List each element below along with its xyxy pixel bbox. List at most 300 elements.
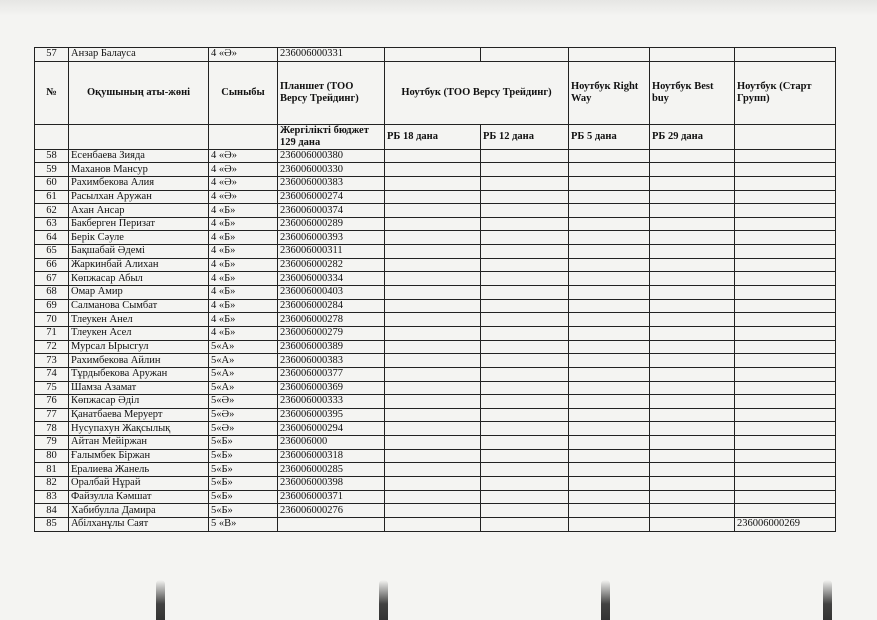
notebook-bestbuy-cell xyxy=(650,286,735,300)
tablet-serial: 236006000393 xyxy=(278,231,385,245)
table-row xyxy=(35,313,836,327)
notebook-rightway-cell xyxy=(569,354,650,368)
tablet-serial xyxy=(278,517,385,531)
notebook-rightway-cell xyxy=(569,504,650,518)
tablet-serial: 236006000380 xyxy=(278,149,385,163)
student-name: Тлеукен Анел xyxy=(69,313,209,327)
notebook-bestbuy-cell xyxy=(650,204,735,218)
table-row xyxy=(35,463,836,477)
student-name: Файзулла Кәмшат xyxy=(69,490,209,504)
notebook-bestbuy-cell xyxy=(650,422,735,436)
notebook-versu-cell xyxy=(385,354,481,368)
notebook-bestbuy-cell xyxy=(650,354,735,368)
notebook-col6-cell xyxy=(481,272,569,286)
student-name: Ахан Ансар xyxy=(69,204,209,218)
notebook-versu-cell xyxy=(385,367,481,381)
table-row xyxy=(35,436,836,450)
notebook-start-serial xyxy=(735,286,836,300)
notebook-col6-cell xyxy=(481,190,569,204)
scan-streak xyxy=(156,580,165,620)
notebook-versu-cell xyxy=(385,477,481,491)
row-num: 85 xyxy=(35,517,69,531)
notebook-bestbuy-cell xyxy=(650,272,735,286)
subheader-notebook-bestbuy: РБ 29 дана xyxy=(650,124,735,149)
tablet-serial: 236006000278 xyxy=(278,313,385,327)
header-class: Сыныбы xyxy=(209,61,278,124)
notebook-rightway-cell xyxy=(569,517,650,531)
row-num: 81 xyxy=(35,463,69,477)
notebook-rightway-cell xyxy=(569,422,650,436)
table-subheader-row xyxy=(35,124,836,149)
notebook-start-serial xyxy=(735,258,836,272)
header-tablet: Планшет (ТОО Версу Трейдинг) xyxy=(278,61,385,124)
row-num: 73 xyxy=(35,354,69,368)
tablet-serial: 236006000284 xyxy=(278,299,385,313)
header-notebook-bestbuy: Ноутбук Best buy xyxy=(650,61,735,124)
notebook-versu-cell xyxy=(385,436,481,450)
student-name: Омар Амир xyxy=(69,286,209,300)
table-row xyxy=(35,48,836,62)
notebook-versu-cell xyxy=(385,190,481,204)
table-row xyxy=(35,176,836,190)
row-num: 68 xyxy=(35,286,69,300)
notebook-start-serial xyxy=(735,245,836,259)
notebook-start-serial xyxy=(735,504,836,518)
notebook-versu-cell xyxy=(385,408,481,422)
notebook-versu-cell xyxy=(385,176,481,190)
tablet-serial: 236006000330 xyxy=(278,163,385,177)
subheader-col6: РБ 12 дана xyxy=(481,124,569,149)
student-class: 4 «Ә» xyxy=(209,149,278,163)
table-row xyxy=(35,231,836,245)
table-row xyxy=(35,299,836,313)
student-class: 5«Ә» xyxy=(209,408,278,422)
student-name: Ералиева Жанель xyxy=(69,463,209,477)
student-class: 4 «Б» xyxy=(209,231,278,245)
notebook-col6-cell xyxy=(481,299,569,313)
notebook-bestbuy-cell xyxy=(650,436,735,450)
tablet-serial: 236006000395 xyxy=(278,408,385,422)
tablet-serial: 236006000 xyxy=(278,436,385,450)
notebook-versu-cell xyxy=(385,258,481,272)
subheader-notebook-versu: РБ 18 дана xyxy=(385,124,481,149)
tablet-serial: 236006000369 xyxy=(278,381,385,395)
row-num: 62 xyxy=(35,204,69,218)
notebook-col6-cell xyxy=(481,149,569,163)
notebook-bestbuy-cell xyxy=(650,477,735,491)
student-name: Салманова Сымбат xyxy=(69,299,209,313)
notebook-col6-cell xyxy=(481,340,569,354)
notebook-start-serial xyxy=(735,422,836,436)
row-num: 72 xyxy=(35,340,69,354)
tablet-serial: 236006000383 xyxy=(278,354,385,368)
notebook-rightway-cell xyxy=(569,149,650,163)
notebook-col6-cell xyxy=(481,381,569,395)
notebook-rightway-cell xyxy=(569,326,650,340)
table-row xyxy=(35,517,836,531)
header-name: Оқушының аты-жөні xyxy=(69,61,209,124)
student-name: Қанатбаева Меруерт xyxy=(69,408,209,422)
notebook-versu-cell xyxy=(385,449,481,463)
notebook-versu-cell xyxy=(385,299,481,313)
row-num: 80 xyxy=(35,449,69,463)
row-num: 57 xyxy=(35,48,69,62)
row-num: 61 xyxy=(35,190,69,204)
notebook-versu-cell xyxy=(385,272,481,286)
student-class: 5«Б» xyxy=(209,490,278,504)
tablet-serial: 236006000276 xyxy=(278,504,385,518)
notebook-rightway-cell xyxy=(569,436,650,450)
notebook-rightway-cell xyxy=(569,477,650,491)
notebook-bestbuy-cell xyxy=(650,490,735,504)
table-row xyxy=(35,422,836,436)
notebook-rightway-cell xyxy=(569,463,650,477)
header-notebook-versu: Ноутбук (ТОО Версу Трейдинг) xyxy=(385,61,569,124)
row-num: 63 xyxy=(35,217,69,231)
notebook-col6-cell xyxy=(481,504,569,518)
notebook-rightway-cell xyxy=(569,408,650,422)
table-row xyxy=(35,367,836,381)
student-class: 4 «Б» xyxy=(209,217,278,231)
student-class: 4 «Б» xyxy=(209,272,278,286)
notebook-col6-cell xyxy=(481,176,569,190)
notebook-rightway-cell xyxy=(569,313,650,327)
notebook-start-serial xyxy=(735,490,836,504)
notebook-rightway-cell xyxy=(569,381,650,395)
student-class: 5«Ә» xyxy=(209,422,278,436)
notebook-col6-cell xyxy=(481,436,569,450)
notebook-bestbuy-cell xyxy=(650,504,735,518)
notebook-start-serial xyxy=(735,313,836,327)
tablet-serial: 236006000403 xyxy=(278,286,385,300)
tablet-serial: 236006000383 xyxy=(278,176,385,190)
table-row xyxy=(35,326,836,340)
row-num: 69 xyxy=(35,299,69,313)
notebook-rightway-cell xyxy=(569,163,650,177)
notebook-bestbuy-cell xyxy=(650,313,735,327)
notebook-col6-cell xyxy=(481,477,569,491)
notebook-col6-cell xyxy=(481,258,569,272)
notebook-col6-cell xyxy=(481,231,569,245)
notebook-start-serial xyxy=(735,463,836,477)
student-name: Расылхан Аружан xyxy=(69,190,209,204)
scan-shadow xyxy=(0,0,877,16)
notebook-rightway-cell xyxy=(569,340,650,354)
notebook-versu-cell xyxy=(385,245,481,259)
row-num: 65 xyxy=(35,245,69,259)
student-name: Мурсал Ырысгул xyxy=(69,340,209,354)
notebook-rightway-cell xyxy=(569,449,650,463)
notebook-col6-cell xyxy=(481,204,569,218)
notebook-versu-cell xyxy=(385,149,481,163)
tablet-serial: 236006000311 xyxy=(278,245,385,259)
row-num: 84 xyxy=(35,504,69,518)
notebook-col6-cell xyxy=(481,217,569,231)
notebook-rightway-cell xyxy=(569,190,650,204)
notebook-versu-cell xyxy=(385,313,481,327)
tablet-serial: 236006000377 xyxy=(278,367,385,381)
student-class: 4 «Б» xyxy=(209,204,278,218)
tablet-serial: 236006000331 xyxy=(278,48,385,62)
tablet-serial: 236006000279 xyxy=(278,326,385,340)
device-distribution-table xyxy=(34,47,836,532)
student-name: Тұрдыбекова Аружан xyxy=(69,367,209,381)
student-name: Шамза Азамат xyxy=(69,381,209,395)
notebook-start-serial xyxy=(735,190,836,204)
student-name: Есенбаева Зияда xyxy=(69,149,209,163)
notebook-versu-cell xyxy=(385,517,481,531)
header-num: № xyxy=(35,61,69,124)
table-row xyxy=(35,245,836,259)
student-class: 4 «Ә» xyxy=(209,48,278,62)
student-name: Абілханұлы Саят xyxy=(69,517,209,531)
tablet-serial: 236006000374 xyxy=(278,204,385,218)
table-row xyxy=(35,408,836,422)
notebook-bestbuy-cell xyxy=(650,408,735,422)
student-class: 4 «Ә» xyxy=(209,176,278,190)
notebook-versu-cell xyxy=(385,463,481,477)
student-class: 4 «Б» xyxy=(209,313,278,327)
student-name: Бакберген Перизат xyxy=(69,217,209,231)
notebook-start-serial xyxy=(735,436,836,450)
student-class: 4 «Б» xyxy=(209,258,278,272)
student-name: Тлеукен Асел xyxy=(69,326,209,340)
row-num: 79 xyxy=(35,436,69,450)
notebook-versu-cell xyxy=(385,326,481,340)
notebook-col6-cell xyxy=(481,395,569,409)
notebook-bestbuy-cell xyxy=(650,245,735,259)
notebook-rightway-cell xyxy=(569,258,650,272)
tablet-serial: 236006000282 xyxy=(278,258,385,272)
row-num: 58 xyxy=(35,149,69,163)
notebook-bestbuy-cell xyxy=(650,367,735,381)
notebook-start-serial xyxy=(735,381,836,395)
notebook-versu-cell xyxy=(385,504,481,518)
notebook-bestbuy-cell xyxy=(650,163,735,177)
table-row xyxy=(35,354,836,368)
student-class: 4 «Б» xyxy=(209,245,278,259)
notebook-versu-cell xyxy=(385,422,481,436)
tablet-serial: 236006000371 xyxy=(278,490,385,504)
notebook-bestbuy-cell xyxy=(650,395,735,409)
notebook-start-serial xyxy=(735,408,836,422)
notebook-col6-cell xyxy=(481,408,569,422)
notebook-rightway-cell xyxy=(569,245,650,259)
student-class: 5«Ә» xyxy=(209,395,278,409)
notebook-versu-cell xyxy=(385,340,481,354)
tablet-serial: 236006000389 xyxy=(278,340,385,354)
notebook-col6-cell xyxy=(481,367,569,381)
table-header-row xyxy=(35,61,836,124)
table-row xyxy=(35,149,836,163)
row-num: 76 xyxy=(35,395,69,409)
row-num: 67 xyxy=(35,272,69,286)
notebook-rightway-cell xyxy=(569,231,650,245)
table-row xyxy=(35,490,836,504)
row-num: 78 xyxy=(35,422,69,436)
student-class: 5«А» xyxy=(209,381,278,395)
tablet-serial: 236006000285 xyxy=(278,463,385,477)
notebook-rightway-cell xyxy=(569,204,650,218)
student-class: 4 «Б» xyxy=(209,286,278,300)
notebook-rightway-cell xyxy=(569,272,650,286)
student-name: Маханов Мансур xyxy=(69,163,209,177)
notebook-rightway-cell xyxy=(569,286,650,300)
notebook-bestbuy-cell xyxy=(650,258,735,272)
notebook-bestbuy-cell xyxy=(650,217,735,231)
student-name: Көпжасар Абыл xyxy=(69,272,209,286)
notebook-bestbuy-cell xyxy=(650,340,735,354)
row-num: 60 xyxy=(35,176,69,190)
row-num: 66 xyxy=(35,258,69,272)
scan-streak xyxy=(823,580,832,620)
notebook-start-serial xyxy=(735,340,836,354)
student-class: 5«Б» xyxy=(209,436,278,450)
notebook-start-serial xyxy=(735,367,836,381)
scan-streak xyxy=(601,580,610,620)
notebook-col6-cell xyxy=(481,326,569,340)
notebook-rightway-cell xyxy=(569,176,650,190)
student-name: Айтан Мейіржан xyxy=(69,436,209,450)
notebook-bestbuy-cell xyxy=(650,517,735,531)
table-row xyxy=(35,395,836,409)
student-class: 4 «Ә» xyxy=(209,190,278,204)
row-num: 77 xyxy=(35,408,69,422)
notebook-start-serial xyxy=(735,272,836,286)
table-row xyxy=(35,190,836,204)
tablet-serial: 236006000333 xyxy=(278,395,385,409)
notebook-start-serial xyxy=(735,149,836,163)
notebook-rightway-cell xyxy=(569,367,650,381)
notebook-versu-cell xyxy=(385,163,481,177)
notebook-rightway-cell xyxy=(569,490,650,504)
student-name: Анзар Балауса xyxy=(69,48,209,62)
row-num: 74 xyxy=(35,367,69,381)
student-class: 5 «В» xyxy=(209,517,278,531)
subheader-tablet-budget: Жергілікті бюджет 129 дана xyxy=(278,124,385,149)
scan-streak xyxy=(379,580,388,620)
notebook-bestbuy-cell xyxy=(650,176,735,190)
notebook-start-serial: 236006000269 xyxy=(735,517,836,531)
notebook-versu-cell xyxy=(385,490,481,504)
notebook-bestbuy-cell xyxy=(650,299,735,313)
notebook-start-serial xyxy=(735,163,836,177)
student-name: Жаркинбай Алихан xyxy=(69,258,209,272)
notebook-bestbuy-cell xyxy=(650,190,735,204)
row-num: 83 xyxy=(35,490,69,504)
student-name: Берік Сәуле xyxy=(69,231,209,245)
notebook-rightway-cell xyxy=(569,395,650,409)
tablet-serial: 236006000318 xyxy=(278,449,385,463)
row-num: 71 xyxy=(35,326,69,340)
notebook-rightway-cell xyxy=(569,217,650,231)
table-row xyxy=(35,204,836,218)
notebook-start-serial xyxy=(735,231,836,245)
notebook-bestbuy-cell xyxy=(650,326,735,340)
notebook-bestbuy-cell xyxy=(650,231,735,245)
student-class: 4 «Ә» xyxy=(209,163,278,177)
table-row xyxy=(35,449,836,463)
notebook-col6-cell xyxy=(481,354,569,368)
student-class: 5«Б» xyxy=(209,463,278,477)
subheader-notebook-rightway: РБ 5 дана xyxy=(569,124,650,149)
notebook-col6-cell xyxy=(481,449,569,463)
student-name: Рахимбекова Айлин xyxy=(69,354,209,368)
student-name: Бақшабай Әдемі xyxy=(69,245,209,259)
student-class: 5«Б» xyxy=(209,449,278,463)
notebook-start-serial xyxy=(735,326,836,340)
notebook-start-serial xyxy=(735,176,836,190)
notebook-bestbuy-cell xyxy=(650,149,735,163)
student-name: Нусупахун Жақсылық xyxy=(69,422,209,436)
tablet-serial: 236006000294 xyxy=(278,422,385,436)
notebook-versu-cell xyxy=(385,286,481,300)
row-num: 70 xyxy=(35,313,69,327)
notebook-bestbuy-cell xyxy=(650,381,735,395)
notebook-bestbuy-cell xyxy=(650,463,735,477)
notebook-versu-cell xyxy=(385,231,481,245)
notebook-start-serial xyxy=(735,449,836,463)
notebook-versu-cell xyxy=(385,395,481,409)
table-row xyxy=(35,163,836,177)
tablet-serial: 236006000334 xyxy=(278,272,385,286)
student-name: Ғалымбек Біржан xyxy=(69,449,209,463)
notebook-versu-cell xyxy=(385,204,481,218)
student-name: Көпжасар Әділ xyxy=(69,395,209,409)
notebook-bestbuy-cell xyxy=(650,449,735,463)
notebook-col6-cell xyxy=(481,463,569,477)
notebook-start-serial xyxy=(735,395,836,409)
header-notebook-rightway: Ноутбук Right Way xyxy=(569,61,650,124)
table-row xyxy=(35,258,836,272)
tablet-serial: 236006000289 xyxy=(278,217,385,231)
notebook-col6-cell xyxy=(481,422,569,436)
table-row xyxy=(35,272,836,286)
tablet-serial: 236006000398 xyxy=(278,477,385,491)
notebook-start-serial xyxy=(735,354,836,368)
notebook-col6-cell xyxy=(481,313,569,327)
notebook-col6-cell xyxy=(481,163,569,177)
notebook-col6-cell xyxy=(481,517,569,531)
table-row xyxy=(35,217,836,231)
notebook-rightway-cell xyxy=(569,299,650,313)
student-name: Рахимбекова Алия xyxy=(69,176,209,190)
notebook-start-serial xyxy=(735,477,836,491)
notebook-start-serial xyxy=(735,204,836,218)
student-class: 4 «Б» xyxy=(209,299,278,313)
student-class: 5«Б» xyxy=(209,477,278,491)
header-notebook-start: Ноутбук (Старт Групп) xyxy=(735,61,836,124)
table-row xyxy=(35,477,836,491)
notebook-start-serial xyxy=(735,217,836,231)
table-row xyxy=(35,340,836,354)
table-row xyxy=(35,381,836,395)
row-num: 59 xyxy=(35,163,69,177)
student-class: 5«А» xyxy=(209,354,278,368)
student-class: 4 «Б» xyxy=(209,326,278,340)
table-row xyxy=(35,504,836,518)
row-num: 75 xyxy=(35,381,69,395)
student-class: 5«А» xyxy=(209,340,278,354)
notebook-start-serial xyxy=(735,299,836,313)
row-num: 64 xyxy=(35,231,69,245)
row-num: 82 xyxy=(35,477,69,491)
notebook-versu-cell xyxy=(385,381,481,395)
table-row xyxy=(35,286,836,300)
student-name: Оралбай Нұрай xyxy=(69,477,209,491)
notebook-versu-cell xyxy=(385,217,481,231)
student-class: 5«Б» xyxy=(209,504,278,518)
